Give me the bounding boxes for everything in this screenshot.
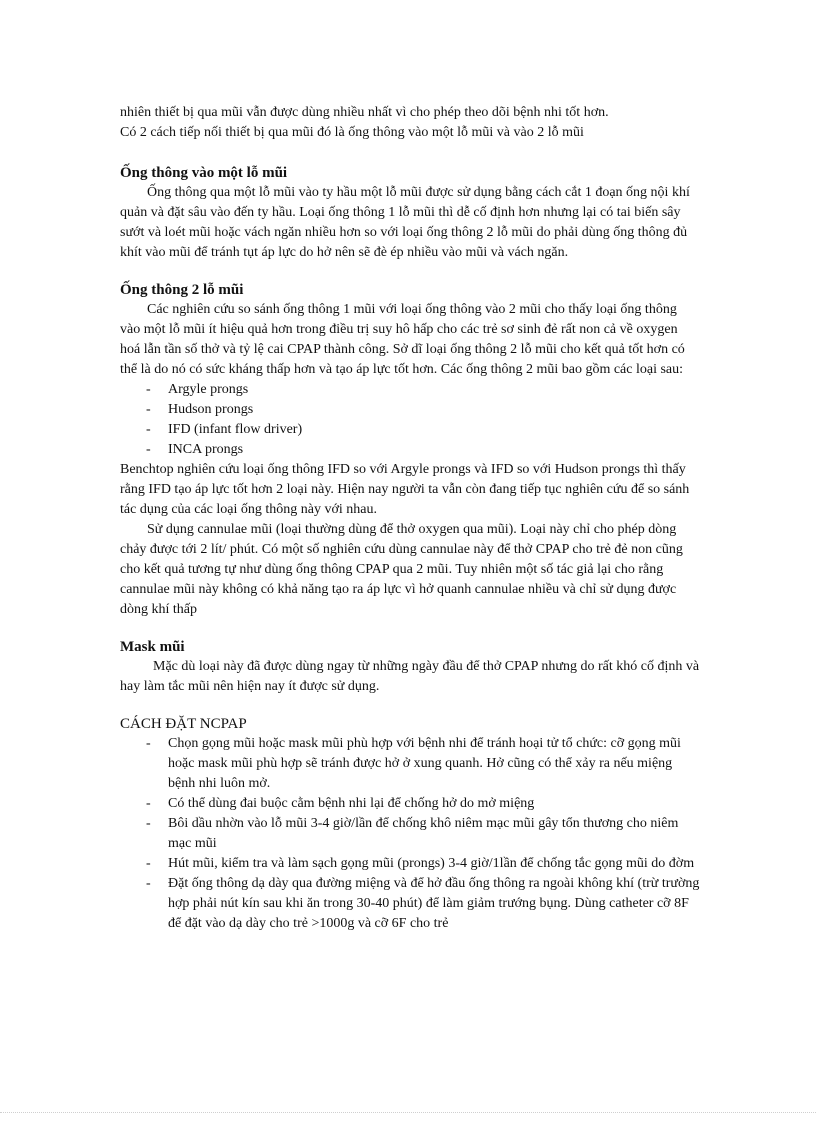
intro-line-2: Có 2 cách tiếp nối thiết bị qua mũi đó là ống thông vào một lỗ mũi và vào 2 lỗ mũi (120, 125, 584, 140)
list-item: - Bôi dầu nhờn vào lỗ mũi 3-4 giờ/lần để chống khô niêm mạc mũi gây tổn thương cho niêm mạc mũi (120, 814, 700, 854)
page-bottom-divider (0, 1112, 816, 1113)
ncpap-steps-list (120, 734, 700, 934)
list-item: - IFD (infant flow driver) (120, 420, 700, 440)
heading-two-nostrils: Ống thông 2 lỗ mũi (120, 282, 244, 298)
document-page (120, 103, 700, 934)
paragraph-two-nostrils: Các nghiên cứu so sánh ống thông 1 mũi với loại ống thông vào 2 mũi cho thấy loại ống thông vào một lỗ mũi ít hiệu quả hơn trong điều trị suy hô hấp cho các trẻ sơ sinh đẻ rất non cả về oxygen hoá lẫn tần số thở và tỷ lệ cai CPAP thành công. Sở dĩ loại ống thông 2 lỗ mũi cho kết quả tốt hơn có thể là do nó có sức kháng thấp hơn và tạo áp lực tốt hơn. Các ống thông 2 mũi bao gồm các loại sau: (120, 302, 685, 377)
list-item: - Đặt ống thông dạ dày qua đường miệng và để hở đầu ống thông ra ngoài không khí (trừ trường hợp phải nút kín sau khi ăn trong 30-40 phút) để làm giảm trướng bụng. Dùng catheter cỡ 8F để đặt vào dạ dày cho trẻ >1000g và cỡ 6F cho trẻ (120, 874, 700, 934)
heading-ncpap-method: CÁCH ĐẶT NCPAP (120, 716, 247, 732)
heading-one-nostril: Ống thông vào một lỗ mũi (120, 165, 288, 181)
list-item: - Argyle prongs (120, 380, 700, 400)
paragraph-one-nostril: Ống thông qua một lỗ mũi vào ty hầu một lỗ mũi được sử dụng bằng cách cắt 1 đoạn ống nội khí quản và đặt sâu vào đến ty hầu. Loại ống thông 1 lỗ mũi thì dễ cố định hơn nhưng lại có tai biến sây sướt và loét mũi hoặc vách ngăn nhiều hơn so với loại ống thông 2 lỗ mũi do phải dùng ống thông đủ khít vào mũi để tránh tụt áp lực do hở nên sẽ đè ép nhiều vào mũi và vách ngăn. (120, 185, 690, 260)
list-item: - Có thể dùng đai buộc cằm bệnh nhi lại để chống hở do mở miệng (120, 794, 700, 814)
list-item: - Hudson prongs (120, 400, 700, 420)
prong-types-list (120, 380, 700, 460)
paragraph-benchtop: Benchtop nghiên cứu loại ống thông IFD so với Argyle prongs và IFD so với Hudson prongs thì thấy rằng IFD tạo áp lực tốt hơn 2 loại này. Hiện nay người ta vẫn còn đang tiếp tục nghiên cứu để so sánh tác dụng của các loại ống thông này với nhau. (120, 462, 690, 517)
paragraph-nasal-mask: Mặc dù loại này đã được dùng ngay từ những ngày đầu để thở CPAP nhưng do rất khó cố định và hay làm tắc mũi nên hiện nay ít được sử dụng. (120, 659, 700, 694)
list-item: - Chọn gọng mũi hoặc mask mũi phù hợp với bệnh nhi để tránh hoại tử tổ chức: cỡ gọng mũi hoặc mask mũi phù hợp sẽ tránh được hở ở xung quanh. Hở cũng có thể xảy ra nếu miệng bệnh nhi luôn mở. (120, 734, 700, 794)
intro-line-1: nhiên thiết bị qua mũi vẫn được dùng nhiều nhất vì cho phép theo dõi bệnh nhi tốt hơn. (120, 105, 609, 120)
list-item: - Hút mũi, kiểm tra và làm sạch gọng mũi (prongs) 3-4 giờ/1lần để chống tắc gọng mũi do đờm (120, 854, 700, 874)
paragraph-cannulae: Sử dụng cannulae mũi (loại thường dùng để thở oxygen qua mũi). Loại này chỉ cho phép dòng chảy được tới 2 lít/ phút. Có một số nghiên cứu dùng cannulae này để thở CPAP cho trẻ đẻ non cũng cho kết quả tương tự như dùng ống thông CPAP qua 2 mũi. Tuy nhiên một số tác giả lại cho rằng cannulae mũi này không có khả năng tạo ra áp lực vì hở quanh cannulae nhiều và chỉ sử dụng được dòng khí thấp (120, 522, 683, 617)
list-item: - INCA prongs (120, 440, 700, 460)
heading-nasal-mask: Mask mũi (120, 639, 185, 655)
